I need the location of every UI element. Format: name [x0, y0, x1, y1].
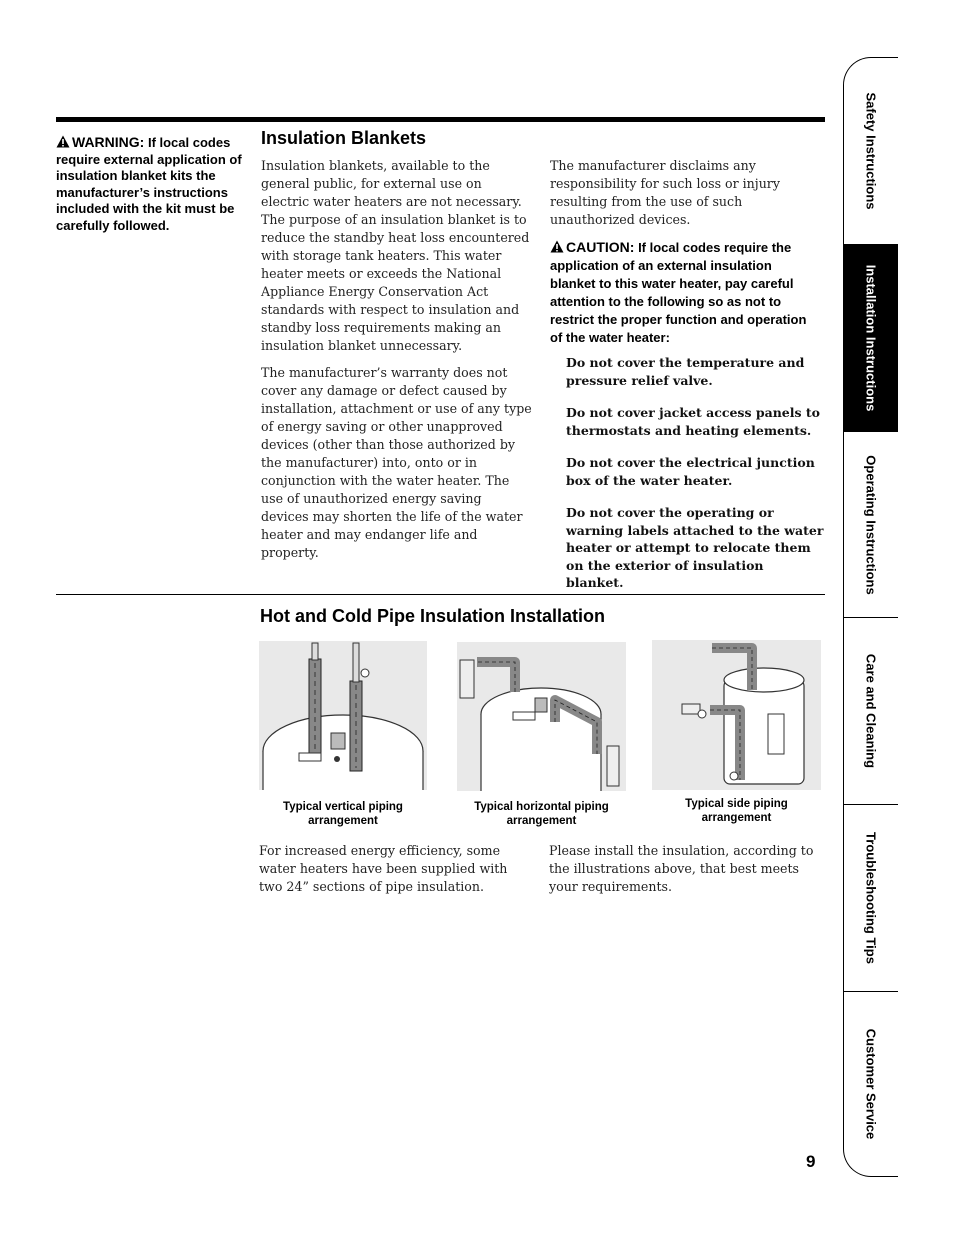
tab-label: Customer Service: [863, 1028, 879, 1140]
vertical-piping-caption: Typical vertical piping arrangement: [283, 801, 403, 827]
pipe-insulation-para2: Please install the insulation, according to the illustrations above, that best meets your requirements.: [549, 843, 814, 894]
horizontal-piping-caption: Typical horizontal piping arrangement: [474, 801, 609, 827]
tab-installation-instructions[interactable]: [844, 244, 898, 432]
caution-item: Do not cover jacket access panels to thermostats and heating elements.: [566, 405, 820, 438]
caution-label: CAUTION:: [566, 239, 635, 255]
horizontal-piping-illustration: [457, 642, 626, 791]
warning-label: WARNING:: [72, 134, 145, 150]
tab-label: Troubleshooting Tips: [863, 832, 879, 964]
side-piping-caption: Typical side piping arrangement: [685, 798, 788, 824]
caution-icon: [550, 240, 564, 253]
top-rule: [56, 117, 825, 122]
tab-operating-instructions[interactable]: [844, 432, 898, 618]
tab-label: Safety Instructions: [863, 92, 879, 210]
warning-icon: [56, 135, 70, 148]
caution-item: Do not cover the operating or warning labels attached to the water heater or attempt to relocate them on the exterior of insulation blanket.: [566, 505, 824, 590]
insulation-blankets-para1: Insulation blankets, available to the general public, for external use on electric water heaters are not necessary. The purpose of an insulation blanket is to reduce the standby heat loss encountered with storage tank heaters. This water heater meets or exceeds the National Appliance Energy Conservation Act standards with respect to insulation and standby loss requirements making an insulation blanket unnecessary.: [261, 158, 530, 353]
insulation-blankets-para2: The manufacturer’s warranty does not cover any damage or defect caused by installation, attachment or use of any type of energy saving or other unapproved devices (other than those authorized by the manufacturer) into, onto or in conjunction with the water heater. The use of unauthorized energy saving devices may shorten the life of the water heater and may endanger life and property.: [261, 365, 532, 560]
tab-label: Operating Instructions: [863, 455, 879, 595]
warning-text: If local codes require external application of insulation blanket kits the manufacturer’s instructions included with the kit must be carefully followed.: [56, 135, 242, 233]
warning-block: [56, 134, 246, 234]
tab-label: Installation Instructions: [863, 264, 879, 412]
caution-block: [550, 238, 820, 347]
caution-item: Do not cover the temperature and pressure relief valve.: [566, 355, 805, 388]
side-piping-illustration: [652, 640, 821, 790]
insulation-blankets-heading: Insulation Blankets: [261, 128, 427, 148]
caution-item: Do not cover the electrical junction box of the water heater.: [566, 455, 815, 488]
section-tabs: [843, 57, 898, 1177]
tab-safety-instructions[interactable]: [844, 58, 898, 244]
tab-care-and-cleaning[interactable]: [844, 618, 898, 804]
tab-label: Care and Cleaning: [863, 653, 879, 769]
insulation-blankets-para3: The manufacturer disclaims any responsibility for such loss or injury resulting from the use of such unauthorized devices.: [550, 158, 780, 227]
page-number: 9: [806, 1152, 816, 1171]
caution-list: [566, 354, 824, 607]
caution-text: If local codes require the application of an external insulation blanket to this water heater, pay careful attention to the following so as not to restrict the proper function and operation of the water heater:: [550, 240, 807, 345]
vertical-piping-illustration: [259, 641, 427, 790]
tab-troubleshooting-tips[interactable]: [844, 805, 898, 991]
tab-customer-service[interactable]: [844, 992, 898, 1176]
pipe-insulation-para1: For increased energy efficiency, some water heaters have been supplied with two 24” sections of pipe insulation.: [259, 843, 508, 894]
pipe-insulation-heading: Hot and Cold Pipe Insulation Installation: [260, 606, 606, 626]
